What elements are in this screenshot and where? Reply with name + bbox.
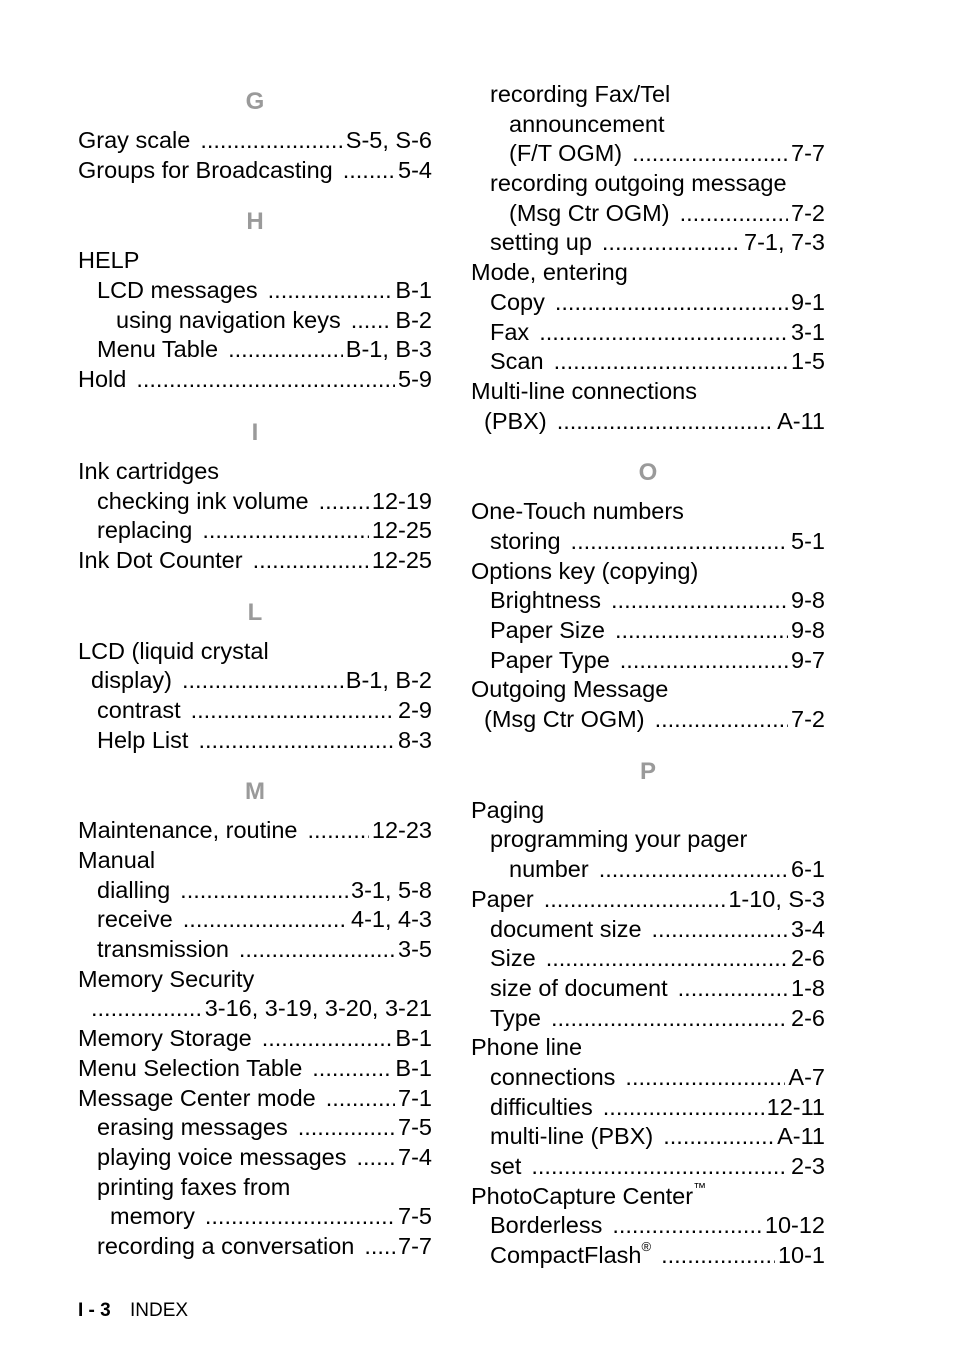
- index-entry: [78, 1084, 432, 1114]
- page-reference: B-1: [395, 277, 432, 304]
- index-entry: [78, 1232, 432, 1262]
- index-entry: [78, 276, 432, 306]
- index-entry: [471, 318, 825, 348]
- dot-leader: [602, 228, 741, 258]
- dot-leader: [678, 974, 788, 1004]
- index-entry: [78, 516, 432, 546]
- dot-leader: [625, 1063, 785, 1093]
- index-term: dialling: [97, 876, 171, 903]
- index-entry: [471, 258, 825, 288]
- page-reference: 3-16, 3-19, 3-20, 3-21: [204, 995, 432, 1022]
- index-term: printing faxes from: [97, 1173, 291, 1200]
- dot-leader: [599, 855, 788, 885]
- index-letter-heading: I: [251, 418, 259, 446]
- index-letter-heading: M: [245, 778, 265, 806]
- dot-leader: [198, 726, 395, 756]
- page-reference: 7-1: [398, 1084, 432, 1111]
- index-entry: [471, 1004, 825, 1034]
- page-reference: 1-8: [791, 974, 825, 1001]
- page-number: I - 3: [78, 1300, 111, 1321]
- index-entry: [78, 1202, 432, 1232]
- index-term: Phone line: [471, 1034, 583, 1061]
- index-entry: [471, 1241, 825, 1271]
- index-entry: [471, 796, 825, 826]
- index-entry: [471, 110, 825, 140]
- page-reference: 9-8: [791, 587, 825, 614]
- page-reference: 1-10, S-3: [728, 885, 825, 912]
- index-term: erasing messages: [97, 1114, 288, 1141]
- index-term: Memory Storage: [78, 1025, 252, 1052]
- index-entry: [78, 935, 432, 965]
- page-reference: 5-1: [791, 527, 825, 554]
- index-term: multi-line (PBX): [490, 1123, 654, 1150]
- dot-leader: [183, 905, 348, 935]
- index-entry: [471, 974, 825, 1004]
- dot-leader: [191, 696, 395, 726]
- dot-leader: [180, 876, 348, 906]
- index-term: Fax: [490, 318, 530, 345]
- index-term: contrast: [97, 696, 181, 723]
- index-entry: [78, 1143, 432, 1173]
- index-entry: [471, 139, 825, 169]
- dot-leader: [603, 1093, 764, 1123]
- page-reference: 7-7: [791, 140, 825, 167]
- page-reference: 12-25: [371, 517, 432, 544]
- index-term: Menu Table: [97, 336, 219, 363]
- index-term: Help List: [97, 726, 189, 753]
- index-entry: [78, 965, 432, 995]
- section-name: INDEX: [130, 1300, 189, 1321]
- index-term: (F/T OGM): [509, 140, 623, 167]
- index-term: (PBX): [484, 407, 547, 434]
- index-entry: [471, 199, 825, 229]
- index-entry: [78, 876, 432, 906]
- index-entry: [78, 696, 432, 726]
- index-term: Message Center mode: [78, 1084, 316, 1111]
- dot-leader: [182, 666, 343, 696]
- index-entry: [471, 407, 825, 437]
- dot-leader: [364, 1232, 395, 1262]
- dot-leader: [611, 586, 788, 616]
- index-entry: [78, 726, 432, 756]
- index-term: One-Touch numbers: [471, 498, 684, 525]
- index-term: LCD messages: [97, 277, 258, 304]
- index-entry: [471, 586, 825, 616]
- index-letter-heading: P: [639, 757, 656, 785]
- page-reference: 5-9: [398, 366, 432, 393]
- page-reference: 12-23: [371, 817, 432, 844]
- dot-leader: [298, 1113, 395, 1143]
- dot-leader: [239, 935, 395, 965]
- index-term: (Msg Ctr OGM): [484, 706, 645, 733]
- superscript-mark: ™: [693, 1181, 707, 1195]
- index-entry: [471, 915, 825, 945]
- index-term: HELP: [78, 247, 140, 274]
- page-reference: B-2: [395, 306, 432, 333]
- page-reference: 2-9: [398, 696, 432, 723]
- index-column-left: [78, 80, 432, 1262]
- index-entry: [471, 1152, 825, 1182]
- index-entry: [78, 994, 432, 1024]
- index-entry: [78, 365, 432, 395]
- index-column-right: [471, 80, 825, 1271]
- index-entry: [471, 377, 825, 407]
- index-entry: [78, 1054, 432, 1084]
- page-reference: B-1, B-2: [345, 667, 432, 694]
- index-term: Hold: [78, 366, 127, 393]
- index-term: recording a conversation: [97, 1232, 355, 1259]
- index-entry: [471, 80, 825, 110]
- index-term: Copy: [490, 288, 545, 315]
- page-reference: 3-4: [791, 915, 825, 942]
- index-entry: [471, 1211, 825, 1241]
- dot-leader: [544, 885, 726, 915]
- index-entry: [471, 347, 825, 377]
- index-entry: [471, 616, 825, 646]
- index-letter-heading: O: [638, 459, 658, 487]
- index-entry: [471, 1182, 825, 1212]
- dot-leader: [632, 139, 788, 169]
- page-reference: A-11: [777, 1123, 825, 1150]
- index-term: number: [509, 856, 589, 883]
- index-entry: [78, 637, 432, 667]
- index-term: Outgoing Message: [471, 676, 669, 703]
- index-entry: [78, 846, 432, 876]
- index-entry: [78, 306, 432, 336]
- index-entry: [471, 855, 825, 885]
- page-footer: [78, 1300, 188, 1322]
- index-term: Options key (copying): [471, 557, 699, 584]
- index-term: storing: [490, 527, 561, 554]
- index-term: Mode, entering: [471, 259, 628, 286]
- dot-leader: [326, 1084, 395, 1114]
- index-term: Paper Size: [490, 617, 605, 643]
- index-letter-heading: H: [246, 208, 264, 236]
- dot-leader: [357, 1143, 396, 1173]
- index-entry: [471, 646, 825, 676]
- page-reference: 2-6: [791, 945, 825, 972]
- index-term: Memory Security: [78, 965, 255, 992]
- dot-leader: [202, 516, 369, 546]
- index-term: size of document: [490, 974, 668, 1001]
- dot-leader: [200, 126, 342, 156]
- dot-leader: [652, 915, 789, 945]
- page-reference: 3-5: [398, 936, 432, 963]
- page-reference: B-1, B-3: [345, 336, 432, 363]
- dot-leader: [205, 1202, 395, 1232]
- index-term: playing voice messages: [97, 1143, 347, 1170]
- index-entry: [78, 1024, 432, 1054]
- dot-leader: [612, 1211, 762, 1241]
- dot-leader: [319, 487, 369, 517]
- dot-leader: [615, 616, 788, 646]
- index-term: document size: [490, 915, 642, 942]
- dot-leader: [531, 1152, 788, 1182]
- dot-leader: [655, 705, 788, 735]
- index-term: Brightness: [490, 587, 602, 614]
- dot-leader: [136, 365, 395, 395]
- index-term: Maintenance, routine: [78, 817, 298, 844]
- page-reference: 4-1, 4-3: [351, 906, 432, 933]
- dot-leader: [663, 1122, 774, 1152]
- index-term: checking ink volume: [97, 487, 309, 514]
- index-term: Paper Type: [490, 646, 610, 673]
- index-letter-heading: G: [245, 88, 265, 115]
- index-term: Paging: [471, 796, 545, 823]
- page-reference: 7-2: [791, 199, 825, 226]
- index-term: display): [91, 667, 172, 694]
- page-reference: 6-1: [791, 856, 825, 883]
- index-entry: [78, 335, 432, 365]
- index-term: Gray scale: [78, 127, 191, 153]
- page-reference: 12-25: [371, 546, 432, 573]
- index-entry: [471, 1093, 825, 1123]
- index-entry: [471, 705, 825, 735]
- dot-leader: [551, 1004, 788, 1034]
- dot-leader: [268, 276, 393, 306]
- index-term: Type: [490, 1004, 541, 1031]
- page-reference: 10-1: [777, 1242, 825, 1269]
- page-reference: 3-1, 5-8: [351, 876, 432, 903]
- page-reference: 12-19: [371, 487, 432, 514]
- index-entry: [78, 1113, 432, 1143]
- index-term: Borderless: [490, 1212, 603, 1239]
- index-entry: [471, 1033, 825, 1063]
- index-term: recording outgoing message: [490, 170, 787, 197]
- index-term: connections: [490, 1063, 616, 1090]
- index-entry: [78, 487, 432, 517]
- index-term: Menu Selection Table: [78, 1054, 303, 1081]
- page-reference: B-1: [395, 1054, 432, 1081]
- page-reference: B-1: [395, 1025, 432, 1052]
- index-entry: [471, 527, 825, 557]
- index-term: using navigation keys: [116, 306, 341, 333]
- index-entry: [78, 666, 432, 696]
- index-term: Ink cartridges: [78, 457, 220, 484]
- index-term: set: [490, 1153, 522, 1179]
- index-term: recording Fax/Tel: [490, 81, 671, 107]
- page-reference: 5-4: [398, 156, 432, 183]
- index-entry: [78, 1173, 432, 1203]
- dot-leader: [661, 1241, 775, 1271]
- index-entry: [471, 169, 825, 199]
- index-term: PhotoCapture Center™: [471, 1181, 707, 1209]
- dot-leader: [539, 318, 788, 348]
- index-term: receive: [97, 906, 173, 933]
- index-entry: [78, 156, 432, 186]
- dot-leader: [262, 1024, 393, 1054]
- page-reference: 12-11: [766, 1093, 825, 1120]
- dot-leader: [253, 546, 369, 576]
- index-term: Scan: [490, 348, 544, 375]
- index-term: Groups for Broadcasting: [78, 156, 333, 183]
- page-reference: 7-5: [398, 1114, 432, 1141]
- dot-leader: [91, 994, 202, 1024]
- index-term: (Msg Ctr OGM): [509, 199, 670, 226]
- index-entry: [78, 816, 432, 846]
- page-reference: 7-1, 7-3: [744, 229, 825, 256]
- index-term: replacing: [97, 517, 193, 544]
- page-reference: 1-5: [791, 348, 825, 375]
- page-reference: A-7: [788, 1063, 825, 1090]
- superscript-mark: ®: [641, 1241, 652, 1255]
- dot-leader: [554, 347, 788, 377]
- dot-leader: [228, 335, 343, 365]
- dot-leader: [343, 156, 395, 186]
- page-reference: S-5, S-6: [345, 127, 432, 153]
- index-term: memory: [110, 1203, 195, 1230]
- page-reference: 10-12: [764, 1212, 825, 1239]
- dot-leader: [571, 527, 788, 557]
- index-term: programming your pager: [490, 826, 748, 853]
- page-reference: 7-5: [398, 1203, 432, 1230]
- index-term: setting up: [490, 229, 592, 256]
- dot-leader: [546, 944, 788, 974]
- page-reference: 7-4: [398, 1143, 432, 1170]
- page-reference: 7-7: [398, 1232, 432, 1259]
- page-reference: A-11: [777, 407, 825, 434]
- index-term: transmission: [97, 936, 229, 963]
- index-term: Ink Dot Counter: [78, 546, 243, 573]
- index-entry: [471, 228, 825, 258]
- dot-leader: [620, 646, 788, 676]
- index-entry: [471, 497, 825, 527]
- dot-leader: [312, 1054, 392, 1084]
- page-reference: 2-3: [791, 1153, 825, 1179]
- index-term: Multi-line connections: [471, 377, 697, 404]
- page-reference: 8-3: [398, 726, 432, 753]
- page-reference: 3-1: [791, 318, 825, 345]
- index-entry: [471, 288, 825, 318]
- page-reference: 2-6: [791, 1004, 825, 1031]
- page-reference: 9-8: [791, 617, 825, 643]
- dot-leader: [557, 407, 774, 437]
- page-reference: 9-7: [791, 646, 825, 673]
- index-entry: [471, 944, 825, 974]
- index-term: LCD (liquid crystal: [78, 637, 269, 664]
- index-entry: [78, 246, 432, 276]
- index-entry: [78, 457, 432, 487]
- page-reference: 7-2: [791, 706, 825, 733]
- dot-leader: [351, 306, 393, 336]
- index-entry: [78, 905, 432, 935]
- index-entry: [471, 675, 825, 705]
- index-term: difficulties: [490, 1093, 593, 1120]
- index-term: CompactFlash®: [490, 1241, 652, 1269]
- index-entry: [78, 546, 432, 576]
- index-letter-heading: L: [247, 598, 263, 626]
- dot-leader: [680, 199, 788, 229]
- page-reference: 9-1: [791, 288, 825, 315]
- index-entry: [471, 885, 825, 915]
- dot-leader: [307, 816, 368, 846]
- index-entry: [471, 557, 825, 587]
- index-entry: [78, 126, 432, 156]
- index-entry: [471, 825, 825, 855]
- index-entry: [471, 1063, 825, 1093]
- index-term: announcement: [509, 110, 665, 137]
- index-term: Size: [490, 945, 536, 972]
- index-entry: [471, 1122, 825, 1152]
- dot-leader: [555, 288, 788, 318]
- index-term: Manual: [78, 847, 156, 873]
- index-term: Paper: [471, 885, 534, 912]
